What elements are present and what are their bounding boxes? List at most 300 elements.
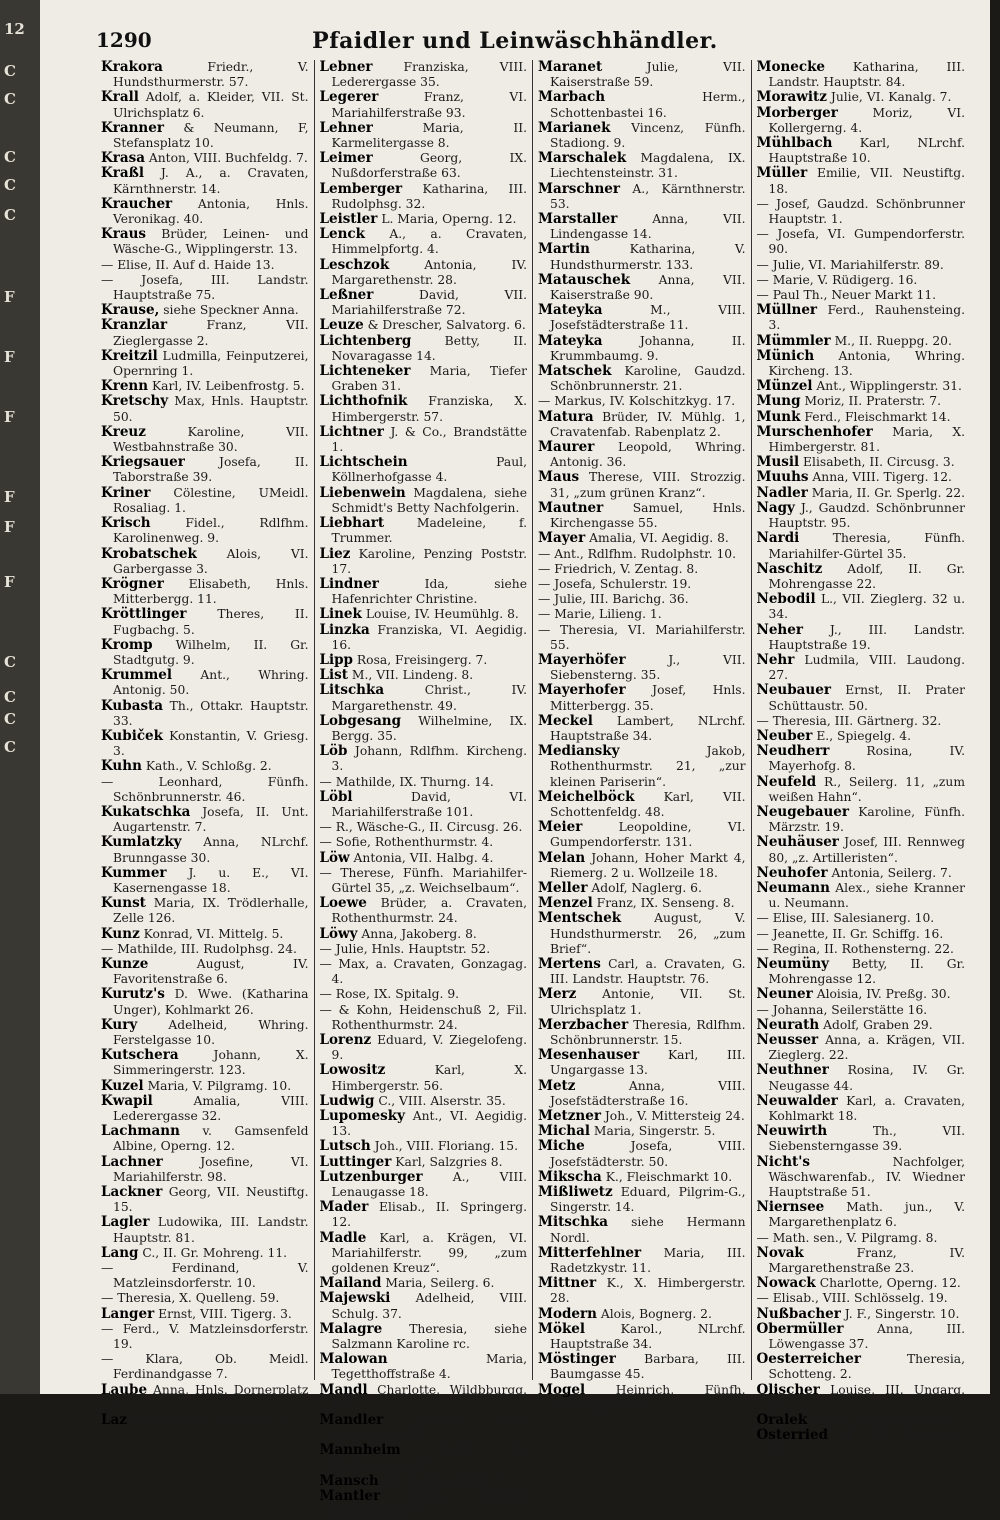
entry-text: Wilhelm, II. Gr. Stadtgutg. 9. bbox=[113, 637, 309, 667]
entry-text: Eduard, Pilgrim-G., Singerstr. 14. bbox=[550, 1185, 746, 1215]
directory-entry bbox=[757, 410, 966, 425]
directory-entry bbox=[538, 911, 746, 957]
directory-entry bbox=[101, 60, 309, 90]
entry-text: Alois, VI. Garbergasse 3. bbox=[113, 546, 309, 576]
directory-entry bbox=[757, 486, 966, 501]
directory-entry bbox=[101, 1155, 309, 1185]
entry-text: Josef, III. Rennweg 80, „z. Artilleristen“. bbox=[768, 835, 965, 865]
entry-name: Meichelböck bbox=[538, 788, 635, 805]
entry-text: Ida, siehe Hafenrichter Christine. bbox=[331, 576, 527, 607]
entry-name: Mayerhöfer bbox=[538, 651, 626, 668]
directory-entry bbox=[101, 957, 309, 987]
margin-letter: F bbox=[4, 408, 15, 426]
directory-entry bbox=[538, 1383, 746, 1413]
entry-text: Cölestine, UMeidl. Rosaliag. 1. bbox=[113, 485, 309, 515]
margin-letter: F bbox=[4, 488, 15, 506]
entry-name: Mantler bbox=[319, 1488, 381, 1505]
entry-name: Kranzlar bbox=[101, 317, 168, 334]
entry-text: — Josefa, III. Landstr. Hauptstraße 75. bbox=[101, 272, 309, 303]
entry-text: — Josefa, VI. Gumpendorferstr. 90. bbox=[756, 227, 965, 257]
directory-entry bbox=[538, 303, 746, 333]
entry-text: Ernst, II. Prater Schüttaustr. 50. bbox=[768, 683, 965, 713]
directory-entry bbox=[101, 394, 309, 424]
entry-text: Franz, IX. Senseng. 8. bbox=[596, 896, 735, 911]
entry-text: Ferd., Rauhensteing. 3. bbox=[768, 303, 965, 333]
directory-entry bbox=[320, 1170, 528, 1200]
entry-text: Georg, VII. Neustiftg. 15. bbox=[113, 1185, 309, 1215]
entry-text: Brüder, IV. Mühlg. 1, Cravatenfab. Rabenplatz 2. bbox=[550, 409, 746, 439]
directory-entry bbox=[320, 1139, 528, 1154]
entry-name: Kraucher bbox=[101, 195, 173, 212]
entry-name: Leistler bbox=[319, 211, 378, 228]
directory-entry bbox=[320, 1443, 528, 1473]
entry-name: Mesenhauser bbox=[538, 1047, 640, 1064]
left-margin-strip bbox=[0, 0, 40, 1394]
entry-name: Löwy bbox=[319, 925, 358, 942]
entry-text: Ferd., Fleischmarkt 14. bbox=[804, 409, 951, 424]
directory-entry bbox=[101, 577, 309, 607]
directory-entry bbox=[320, 288, 528, 318]
entry-name: Mediansky bbox=[538, 743, 620, 760]
entry-name: Liebenwein bbox=[319, 484, 406, 501]
entry-name: Lehner bbox=[319, 119, 373, 136]
page-header bbox=[40, 28, 990, 58]
margin-letter: C bbox=[4, 653, 16, 671]
entry-text: Amalia, VI. Aegidig. 8. bbox=[589, 531, 729, 546]
directory-entry bbox=[320, 1489, 528, 1519]
entry-name: Lichtenberg bbox=[319, 332, 412, 349]
entry-name: Kubiček bbox=[101, 727, 163, 744]
entry-name: Lichteneker bbox=[319, 363, 411, 380]
entry-text: A., Kärnthnerstr. 53. bbox=[550, 181, 746, 211]
directory-entry bbox=[538, 1307, 746, 1322]
directory-entry bbox=[320, 90, 528, 120]
entry-name: Lorenz bbox=[319, 1032, 372, 1048]
entry-text: — Rose, IX. Spitalg. 9. bbox=[319, 987, 460, 1002]
entry-text: Karl, III. Ungargasse 13. bbox=[550, 1048, 746, 1078]
entry-text: Karl, a. Cravaten, Kohlmarkt 18. bbox=[768, 1093, 965, 1124]
margin-letter: C bbox=[4, 710, 16, 728]
directory-entry bbox=[538, 1018, 746, 1048]
entry-name: Kuhn bbox=[101, 758, 142, 775]
directory-entry bbox=[101, 318, 309, 348]
entry-text: Anna, a. Krägen, VII. Zieglerg. 22. bbox=[768, 1033, 965, 1063]
entry-name: Nußbacher bbox=[756, 1305, 841, 1322]
entry-name: Krögner bbox=[101, 575, 164, 592]
entry-text: — Mathilde, III. Rudolphsg. 24. bbox=[101, 941, 297, 956]
entry-text: Maria, Singerstr. 5. bbox=[593, 1124, 716, 1139]
entry-text: Anna, Hnls. Dornerplatz 3. bbox=[113, 1382, 309, 1412]
directory-entry bbox=[538, 592, 746, 607]
entry-text: — Elise, II. Auf d. Haide 13. bbox=[101, 257, 275, 272]
entry-name: Mümmler bbox=[756, 332, 831, 349]
directory-entry bbox=[101, 1018, 309, 1048]
directory-entry bbox=[101, 1079, 309, 1094]
directory-entry bbox=[538, 440, 746, 470]
entry-text: R., Seilerg. 11, „zum weißen Hahn“. bbox=[768, 774, 965, 804]
entry-text: A., a. Cravaten, Himmelpfortg. 4. bbox=[331, 227, 527, 257]
directory-entry bbox=[320, 121, 528, 151]
entry-name: Malagre bbox=[319, 1320, 383, 1337]
directory-entry bbox=[320, 1003, 528, 1033]
entry-text: Maria, II. Gr. Sperlg. 22. bbox=[811, 485, 965, 500]
entry-text: Elisabeth, Hnls. Mitterbergg. 11. bbox=[113, 576, 309, 607]
entry-name: Löbl bbox=[319, 788, 353, 805]
entry-text: Josefine, VI. Mariahilferstr. 98. bbox=[113, 1154, 309, 1184]
entry-name: Nardi bbox=[756, 530, 800, 547]
entry-name: Meller bbox=[538, 879, 588, 896]
entry-name: Murschenhofer bbox=[756, 423, 873, 440]
directory-entry bbox=[757, 562, 966, 592]
directory-entry bbox=[101, 987, 309, 1017]
directory-entry bbox=[320, 653, 528, 668]
directory-entry bbox=[757, 729, 966, 744]
directory-entry bbox=[101, 425, 309, 455]
directory-entry bbox=[320, 1322, 528, 1352]
directory-entry bbox=[320, 1094, 528, 1109]
entry-text: Aloisia, IV. Preßg. 30. bbox=[816, 987, 951, 1002]
entry-text: — Johanna, Seilerstätte 16. bbox=[756, 1002, 928, 1017]
entry-name: Mentschek bbox=[538, 910, 622, 927]
entry-name: Nagy bbox=[756, 499, 795, 516]
directory-entry bbox=[757, 273, 966, 288]
directory-entry bbox=[757, 911, 966, 926]
entry-name: List bbox=[319, 667, 348, 684]
column-4 bbox=[752, 59, 971, 1458]
entry-name: Neuwirth bbox=[756, 1123, 828, 1140]
column-2 bbox=[315, 59, 534, 1519]
entry-text: Antonia, Hnls. Veronikag. 40. bbox=[113, 196, 309, 227]
entry-name: Neuhofer bbox=[756, 864, 828, 881]
directory-entry bbox=[320, 623, 528, 653]
entry-text: Adolf, Graben 29. bbox=[823, 1017, 933, 1032]
entry-text: Karl, X. Himbergerstr. 56. bbox=[331, 1063, 527, 1093]
entry-name: Mikscha bbox=[538, 1168, 602, 1185]
directory-entry bbox=[101, 547, 309, 577]
entry-text: Adolf, II. Gr. Mohrengasse 22. bbox=[768, 561, 965, 591]
entry-name: Krenn bbox=[101, 378, 149, 395]
directory-entry bbox=[538, 1185, 746, 1215]
directory-entry bbox=[757, 1063, 966, 1093]
directory-entry bbox=[538, 273, 746, 303]
entry-text: Julie, VII. Kaiserstraße 59. bbox=[550, 60, 746, 90]
directory-entry bbox=[757, 379, 966, 394]
directory-entry bbox=[320, 714, 528, 744]
entry-text: — Marie, V. Rüdigerg. 16. bbox=[756, 272, 918, 287]
entry-text: M., Kohlmesserg. 7. bbox=[382, 1473, 508, 1488]
entry-name: Löb bbox=[319, 743, 348, 760]
directory-entry bbox=[320, 227, 528, 257]
entry-name: Marbach bbox=[538, 89, 606, 106]
entry-name: Laube bbox=[101, 1381, 148, 1398]
directory-entry bbox=[101, 121, 309, 151]
entry-text: Theresia, siehe Salzmann Karoline rc. bbox=[331, 1321, 527, 1352]
directory-entry bbox=[538, 623, 746, 653]
directory-entry bbox=[757, 835, 966, 865]
directory-entry bbox=[101, 227, 309, 257]
entry-name: Neurath bbox=[756, 1016, 820, 1033]
entry-text: Konrad, VI. Mittelg. 5. bbox=[143, 926, 284, 941]
directory-entry bbox=[101, 349, 309, 379]
directory-entry bbox=[320, 896, 528, 926]
directory-entry bbox=[757, 1094, 966, 1124]
entry-text: Karoline, Penzing Poststr. 17. bbox=[331, 546, 527, 576]
entry-text: Ernst, VIII. Tigerg. 3. bbox=[158, 1306, 292, 1321]
entry-name: Morberger bbox=[756, 104, 838, 121]
directory-entry bbox=[757, 303, 966, 333]
entry-text: Emilie, VII. Neustiftg. 18. bbox=[768, 166, 965, 196]
entry-name: Matura bbox=[538, 408, 594, 425]
entry-name: Krobatschek bbox=[101, 545, 197, 562]
entry-text: — Sofie, Rothenthurmstr. 4. bbox=[319, 835, 494, 850]
entry-text: Friedr., V. Hundsthurmerstr. 57. bbox=[113, 60, 309, 90]
directory-entry bbox=[101, 1185, 309, 1215]
directory-entry bbox=[538, 1139, 746, 1169]
entry-text: Maria, II. Karmelitergasse 8. bbox=[331, 120, 527, 151]
entry-name: Mailand bbox=[319, 1275, 382, 1292]
entry-text: Max, Hnls. Hauptstr. 50. bbox=[113, 394, 309, 424]
directory-entry bbox=[757, 1155, 966, 1201]
directory-entry bbox=[757, 1231, 966, 1246]
entry-text: Leopold, Whring. Antonig. 36. bbox=[550, 440, 746, 470]
directory-entry bbox=[757, 927, 966, 942]
entry-name: Madle bbox=[319, 1229, 367, 1246]
entry-text: Wilhelmine, IX. Bergg. 35. bbox=[331, 713, 527, 743]
entry-text: — Theresia, X. Quelleng. 59. bbox=[101, 1291, 280, 1306]
entry-text: Anton, VI. Mittelg. 24. bbox=[811, 1413, 951, 1428]
entry-text: Antonia, Seilerg. 7. bbox=[831, 865, 952, 880]
entry-name: Ludwig bbox=[319, 1092, 375, 1109]
entry-text: Alex., siehe Kranner u. Neumann. bbox=[768, 880, 965, 911]
directory-entry bbox=[757, 714, 966, 729]
entry-name: Kriner bbox=[101, 484, 151, 501]
entry-name: Lindner bbox=[319, 575, 379, 592]
entry-text: M., VIII. Josefstädterstraße 11. bbox=[550, 303, 746, 333]
entry-name: Leschzok bbox=[319, 256, 390, 273]
entry-text: Ludmila, VIII. Laudong. 27. bbox=[768, 652, 965, 683]
entry-name: Nowack bbox=[756, 1275, 816, 1292]
entry-name: Mitschka bbox=[538, 1214, 609, 1231]
directory-entry bbox=[757, 623, 966, 653]
directory-entry bbox=[320, 790, 528, 820]
entry-text: — Max, a. Cravaten, Gonzagag. 4. bbox=[319, 956, 527, 987]
entry-text: M., VII. Lindeng. 8. bbox=[351, 668, 474, 683]
entry-name: Marstaller bbox=[538, 211, 618, 228]
directory-entry bbox=[538, 896, 746, 911]
entry-name: Leßner bbox=[319, 287, 374, 304]
directory-entry bbox=[757, 60, 966, 90]
entry-text: Josef, Penzing Kaisergasse 9. bbox=[331, 1489, 527, 1519]
entry-text: Johanna, II. Krummbaumg. 9. bbox=[550, 333, 746, 363]
entry-name: Merzbacher bbox=[538, 1016, 629, 1033]
entry-name: Kunz bbox=[101, 925, 140, 942]
directory-entry bbox=[757, 394, 966, 409]
directory-entry bbox=[101, 379, 309, 394]
directory-entry bbox=[538, 851, 746, 881]
entry-text: August, V. Hundsthurmerstr. 26, „zum Brief“. bbox=[550, 911, 746, 956]
directory-entry bbox=[320, 866, 528, 896]
entry-name: Lachner bbox=[101, 1153, 163, 1170]
entry-name: Marschner bbox=[538, 180, 620, 197]
directory-entry bbox=[757, 227, 966, 257]
entry-text: Anna, NLrchf. Brunngasse 30. bbox=[113, 835, 309, 865]
entry-name: Oralek bbox=[756, 1412, 808, 1429]
entry-text: Leopold, VII. Neubaug. 4. bbox=[130, 1413, 292, 1428]
entry-text: Heinrich, Fünfh. Puthongasse 15. bbox=[550, 1382, 746, 1412]
margin-letter: C bbox=[4, 148, 16, 166]
directory-entry bbox=[320, 212, 528, 227]
entry-text: Adolf, a. Kleider, VII. St. Ulrichsplatz 6. bbox=[113, 90, 309, 120]
entry-name: Mühlbach bbox=[756, 135, 833, 152]
directory-entry bbox=[320, 1033, 528, 1063]
entry-name: Kuzel bbox=[101, 1077, 144, 1094]
directory-entry bbox=[538, 121, 746, 151]
entry-name: Modern bbox=[538, 1305, 597, 1322]
entry-text: Maria, X. Himbergerstr. 81. bbox=[768, 424, 965, 455]
entry-text: Theresia, Fünfh. Mariahilfer-Gürtel 35. bbox=[768, 531, 965, 561]
entry-name: Neufeld bbox=[756, 773, 817, 790]
directory-entry bbox=[538, 881, 746, 896]
entry-text: J. u. E., VI. Kasernengasse 18. bbox=[113, 865, 309, 895]
entry-text: Adelheid, Whring. Ferstelgasse 10. bbox=[113, 1017, 309, 1047]
directory-entry bbox=[320, 577, 528, 607]
entry-text: — Theresia, III. Gärtnerg. 32. bbox=[756, 713, 942, 728]
directory-entry bbox=[320, 835, 528, 850]
entry-text: Regina, VIII. Alserstraße 25. bbox=[331, 1413, 527, 1443]
entry-name: Muuhs bbox=[756, 469, 809, 486]
entry-name: Olischer bbox=[756, 1381, 820, 1398]
entry-text: — Regina, II. Rothensterng. 22. bbox=[756, 941, 954, 956]
entry-name: Martin bbox=[538, 241, 590, 258]
entry-text: Karl, Salzgries 8. bbox=[395, 1154, 503, 1169]
entry-name: Lang bbox=[101, 1244, 139, 1261]
directory-entry bbox=[320, 1063, 528, 1093]
entry-text: Brüder, a. Cravaten, Rothenthurmstr. 24. bbox=[331, 896, 527, 926]
directory-entry bbox=[757, 1124, 966, 1154]
margin-letter: F bbox=[4, 518, 15, 536]
directory-entry bbox=[757, 805, 966, 835]
directory-entry bbox=[101, 1215, 309, 1245]
directory-entry bbox=[538, 242, 746, 272]
directory-entry bbox=[757, 1428, 966, 1458]
entry-text: Karl, VII. Schottenfeldg. 48. bbox=[550, 789, 746, 819]
entry-name: Mandl bbox=[319, 1381, 368, 1398]
directory-entry bbox=[320, 1231, 528, 1277]
entry-text: Anna, Jakoberg. 8. bbox=[361, 926, 477, 941]
entry-name: Mansch bbox=[319, 1472, 379, 1489]
entry-name: Mung bbox=[756, 393, 801, 410]
entry-text: Jakob, Rothenthurmstr. 21, „zur kleinen Pariserin“. bbox=[550, 744, 746, 789]
directory-entry bbox=[320, 1109, 528, 1139]
entry-name: Kraus bbox=[101, 226, 147, 243]
directory-entry bbox=[757, 425, 966, 455]
entry-text: Christ., IV. Margarethenstr. 49. bbox=[331, 683, 527, 713]
directory-entry bbox=[101, 866, 309, 896]
directory-entry bbox=[757, 957, 966, 987]
directory-entry bbox=[320, 668, 528, 683]
directory-entry bbox=[101, 699, 309, 729]
directory-entry bbox=[320, 425, 528, 455]
entry-text: Katharina, III. Rudolphsg. 32. bbox=[331, 181, 527, 211]
margin-letter: F bbox=[4, 573, 15, 591]
directory-entry bbox=[101, 486, 309, 516]
directory-entry bbox=[320, 394, 528, 424]
directory-entry bbox=[320, 1200, 528, 1230]
entry-name: Michal bbox=[538, 1123, 590, 1140]
directory-entry bbox=[320, 60, 528, 90]
directory-entry bbox=[101, 273, 309, 303]
margin-letter: C bbox=[4, 62, 16, 80]
directory-entry bbox=[320, 1352, 528, 1382]
directory-entry bbox=[101, 197, 309, 227]
directory-entry bbox=[320, 486, 528, 516]
entry-text: — Therese, Fünfh. Mariahilfer-Gürtel 35, „z. Weichselbaum“. bbox=[319, 865, 527, 895]
entry-text: Karl, NLrchf. Hauptstraße 10. bbox=[768, 136, 965, 166]
entry-text: Karoline, Gaudzd. Schönbrunnerstr. 21. bbox=[550, 364, 746, 394]
entry-text: — Markus, IV. Kolschitzkyg. 17. bbox=[538, 394, 736, 409]
directory-entry bbox=[538, 1048, 746, 1078]
directory-entry bbox=[101, 1246, 309, 1261]
entry-text: Elisab., II. Springerg. 12. bbox=[331, 1200, 527, 1230]
directory-entry bbox=[757, 136, 966, 166]
entry-text: M., II. Rueppg. 20. bbox=[834, 333, 952, 348]
entry-text: Ant., Wipplingerstr. 31. bbox=[816, 379, 962, 394]
margin-letter: F bbox=[4, 348, 15, 366]
entry-name: Kraßl bbox=[101, 165, 144, 182]
entry-text: Theresia, Rdlfhm. Schönbrunnerstr. 15. bbox=[550, 1017, 746, 1047]
directory-columns bbox=[96, 59, 970, 1519]
directory-entry bbox=[757, 1003, 966, 1018]
entry-text: Maria, III. Radetzkystr. 11. bbox=[550, 1245, 746, 1276]
entry-name: Münich bbox=[756, 347, 815, 364]
directory-entry bbox=[538, 410, 746, 440]
directory-entry bbox=[101, 1094, 309, 1124]
entry-text: Adelheid, VIII. Schulg. 37. bbox=[331, 1291, 527, 1321]
directory-entry bbox=[538, 151, 746, 181]
margin-letter: F bbox=[4, 288, 15, 306]
entry-text: Karl, IV. Leibenfrostg. 5. bbox=[152, 379, 305, 394]
column-1 bbox=[96, 59, 315, 1429]
entry-text: Josefa, II. Unt. Augartenstr. 7. bbox=[113, 804, 309, 835]
directory-entry bbox=[101, 775, 309, 805]
directory-entry bbox=[101, 835, 309, 865]
directory-entry bbox=[538, 1246, 746, 1276]
entry-name: Obermüller bbox=[756, 1320, 844, 1337]
directory-entry bbox=[101, 151, 309, 166]
entry-text: Franziska, VI. Aegidig. 16. bbox=[331, 622, 527, 652]
directory-entry bbox=[538, 562, 746, 577]
directory-entry bbox=[538, 1322, 746, 1352]
directory-entry bbox=[538, 547, 746, 562]
entry-text: Konstantin, V. Griesg. 3. bbox=[113, 728, 309, 759]
entry-name: Krummel bbox=[101, 667, 172, 684]
entry-name: Langer bbox=[101, 1305, 155, 1322]
entry-text: Th., Ottakr. Hauptstr. 33. bbox=[113, 698, 309, 728]
directory-entry bbox=[757, 653, 966, 683]
entry-name: Luttinger bbox=[319, 1153, 392, 1170]
entry-name: Marschalek bbox=[538, 150, 627, 167]
entry-name: Matauschek bbox=[538, 271, 631, 288]
entry-text: Maria, V. Pilgramg. 10. bbox=[147, 1078, 292, 1093]
entry-text: Joh., VIII. Floriang. 15. bbox=[374, 1139, 519, 1154]
entry-name: Lowositz bbox=[319, 1062, 386, 1079]
directory-entry bbox=[101, 1352, 309, 1382]
directory-entry bbox=[101, 1322, 309, 1352]
entry-text: J., VII. Siebensterng. 35. bbox=[550, 652, 746, 683]
entry-name: Munk bbox=[756, 408, 801, 425]
directory-entry bbox=[538, 683, 746, 713]
directory-entry bbox=[757, 866, 966, 881]
